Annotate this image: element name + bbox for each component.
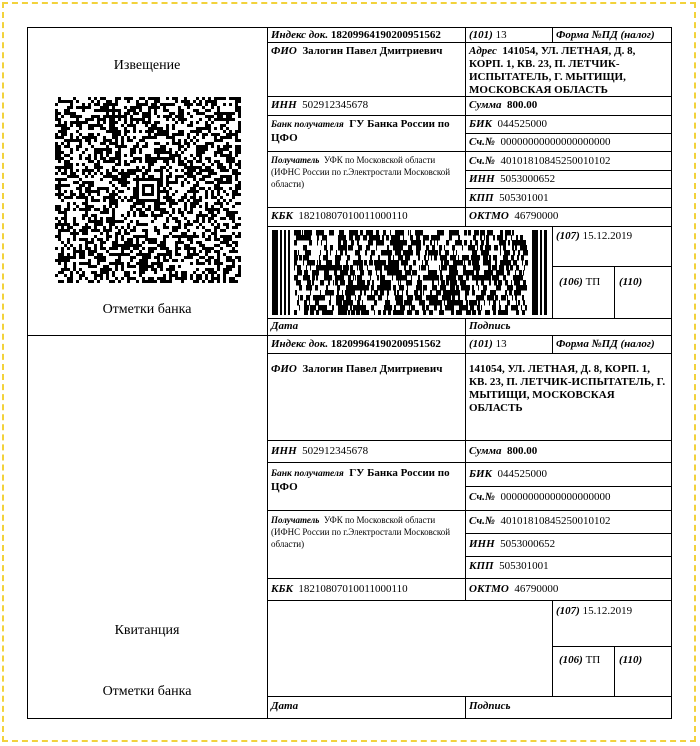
grid-line (614, 266, 615, 318)
notice-title: Извещение (113, 58, 181, 73)
grid-line (465, 188, 672, 189)
kbk: КБК 18210807010011000110 (271, 210, 408, 222)
recipient-bank: Банк получателя ГУ Банка России по ЦФО (271, 118, 450, 144)
doc-index: Индекс док. 18209964190200951562 (271, 338, 441, 350)
grid-line (552, 600, 553, 696)
field-107: (107) 15.12.2019 (556, 230, 633, 242)
payer-address: Адрес 141054, УЛ. ЛЕТНАЯ, Д. 8, КОРП. 1, КВ. 23, П. ЛЕТЧИК-ИСПЫТАТЕЛЬ, Г. МЫТИЩИ, МОСКОВСКАЯ ОБЛАСТЬ (469, 45, 636, 96)
grid-line (267, 115, 672, 116)
grid-line (267, 462, 672, 463)
section-divider (27, 335, 672, 336)
signature-label: Подпись (469, 320, 511, 332)
grid-line (465, 486, 672, 487)
payment-sum: Сумма 800.00 (469, 445, 538, 457)
recipient-bank: Банк получателя ГУ Банка России по ЦФО (271, 467, 450, 493)
recipient-kpp: КПП 505301001 (469, 192, 549, 204)
corr-account: Сч.№ 00000000000000000000 (469, 491, 611, 503)
field-110: (110) (619, 276, 643, 288)
receipt-bank-marks: Отметки банка (102, 684, 192, 699)
payer-address: 141054, УЛ. ЛЕТНАЯ, Д. 8, КОРП. 1, КВ. 23, П. ЛЕТЧИК-ИСПЫТАТЕЛЬ, Г. МЫТИЩИ, МОСКОВСКАЯ ОБЛАСТЬ (469, 363, 666, 414)
grid-line (267, 226, 672, 227)
form-name: Форма №ПД (налог) (556, 29, 655, 41)
recipient-account: Сч.№ 40101810845250010102 (469, 515, 611, 527)
grid-line (614, 646, 615, 696)
field-106: (106) ТП (559, 654, 601, 666)
doc-index: Индекс док. 18209964190200951562 (271, 29, 441, 41)
receipt-title: Квитанция (114, 623, 180, 638)
bank-bik: БИК 044525000 (469, 468, 548, 480)
field-107: (107) 15.12.2019 (556, 605, 633, 617)
grid-line (552, 646, 672, 647)
payer-fio: ФИО Залогин Павел Дмитриевич (271, 45, 443, 57)
kbk: КБК 18210807010011000110 (271, 583, 408, 595)
recipient: Получатель УФК по Московской области (ИФНС России по г.Электростали Московской области) (271, 155, 451, 189)
payer-inn: ИНН 502912345678 (271, 445, 369, 457)
grid-line (552, 27, 553, 42)
date-label: Дата (271, 700, 299, 712)
grid-line (465, 533, 672, 534)
recipient: Получатель УФК по Московской области (ИФНС России по г.Электростали Московской области) (271, 515, 451, 549)
grid-line (267, 440, 672, 441)
form-name: Форма №ПД (налог) (556, 338, 655, 350)
grid-line (552, 335, 553, 353)
date-label: Дата (271, 320, 299, 332)
grid-line (267, 318, 672, 319)
grid-line (465, 696, 466, 719)
grid-line (267, 600, 672, 601)
field-106: (106) ТП (559, 276, 601, 288)
field-110: (110) (619, 654, 643, 666)
recipient-inn: ИНН 5053000652 (469, 173, 556, 185)
grid-line (267, 42, 672, 43)
corr-account: Сч.№ 00000000000000000000 (469, 136, 611, 148)
grid-line (465, 170, 672, 171)
field-101: (101) 13 (469, 338, 507, 350)
grid-line (465, 335, 466, 600)
grid-line (267, 207, 672, 208)
grid-line (267, 696, 672, 697)
grid-line (552, 226, 553, 318)
grid-line (552, 266, 672, 267)
recipient-account: Сч.№ 40101810845250010102 (469, 155, 611, 167)
grid-line (465, 556, 672, 557)
field-101: (101) 13 (469, 29, 507, 41)
left-column-divider (267, 27, 268, 719)
bank-bik: БИК 044525000 (469, 118, 548, 130)
grid-line (267, 151, 672, 152)
notice-bank-marks: Отметки банка (102, 302, 192, 317)
recipient-kpp: КПП 505301001 (469, 560, 549, 572)
barcode (270, 230, 550, 315)
payer-inn: ИНН 502912345678 (271, 99, 369, 111)
recipient-inn: ИНН 5053000652 (469, 538, 556, 550)
grid-line (267, 353, 672, 354)
oktmo: ОКТМО 46790000 (469, 583, 559, 595)
oktmo: ОКТМО 46790000 (469, 210, 559, 222)
grid-line (267, 578, 672, 579)
grid-line (465, 27, 466, 226)
payer-fio: ФИО Залогин Павел Дмитриевич (271, 363, 443, 375)
grid-line (465, 133, 672, 134)
signature-label: Подпись (469, 700, 511, 712)
grid-line (267, 510, 672, 511)
payment-sum: Сумма 800.00 (469, 99, 538, 111)
qr-code (55, 97, 241, 283)
grid-line (465, 318, 466, 335)
